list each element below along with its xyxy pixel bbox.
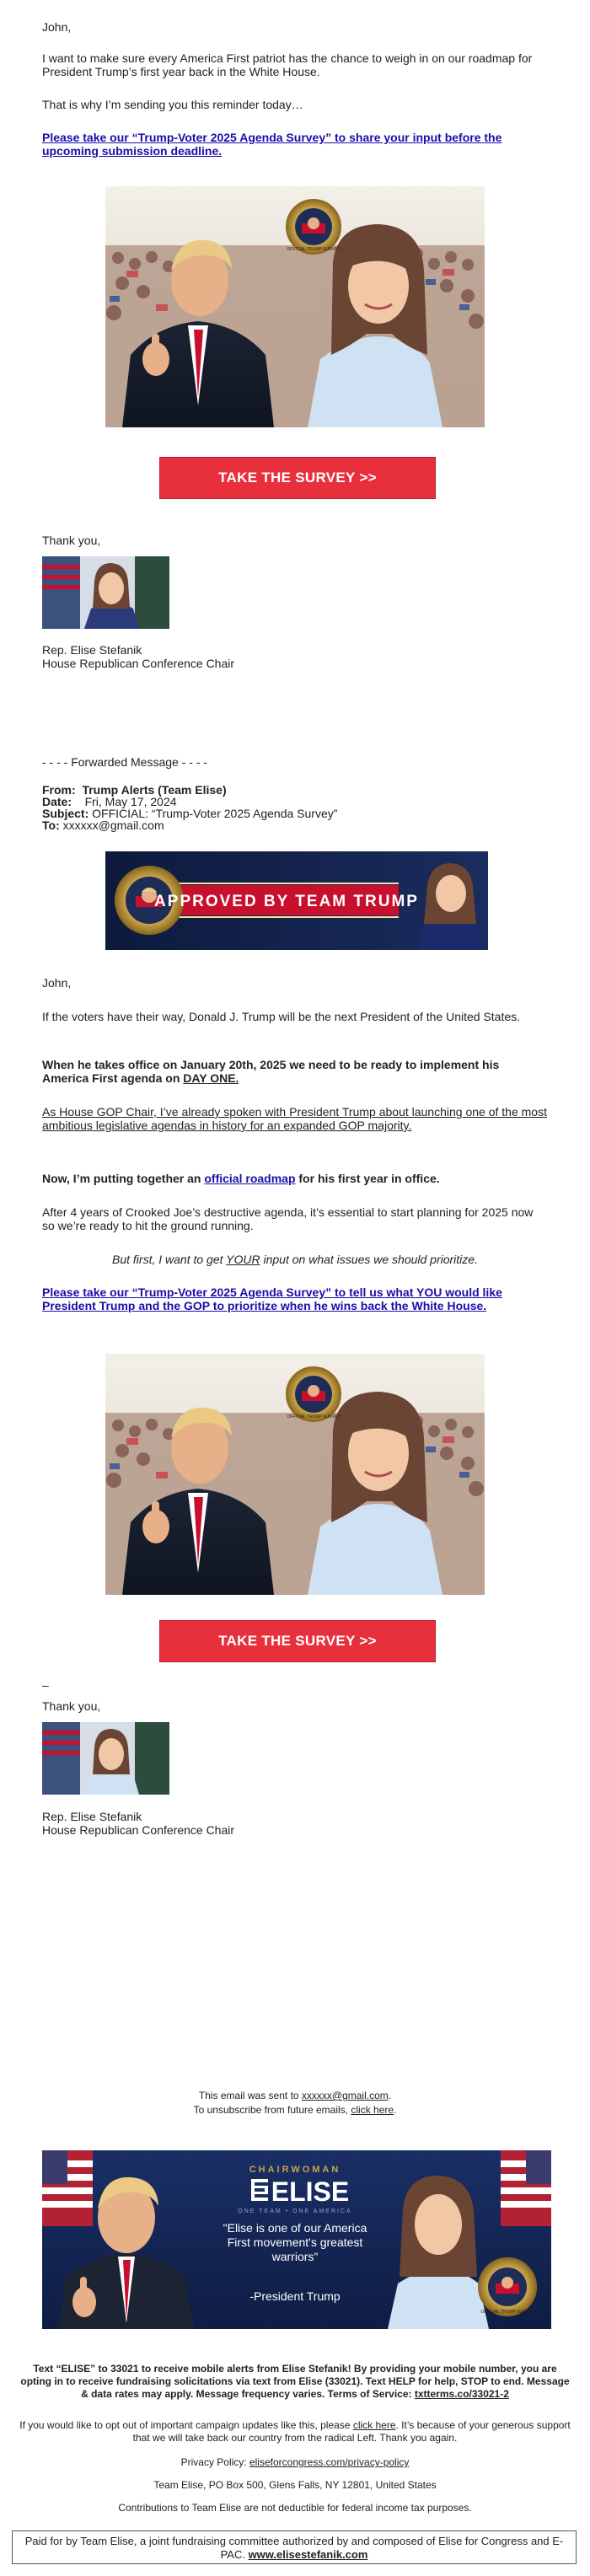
signature-name-bottom: Rep. Elise Stefanik (42, 1810, 142, 1823)
unsubscribe-text: To unsubscribe from future emails, (193, 2104, 351, 2116)
privacy-label: Privacy Policy: (180, 2456, 249, 2468)
forwarded-header: - - - - Forwarded Message - - - - (42, 755, 208, 769)
elise-quote: "Elise is one of our America First movement's greatest warriors" (223, 2221, 367, 2263)
hero-photo-trump-stefanik[interactable] (105, 186, 485, 427)
banner-seal-text: OFFICIAL TRUMP SURVEY (480, 2310, 534, 2315)
sent-to-text: This email was sent to (198, 2090, 302, 2101)
paid-for-link[interactable]: www.elisestefanik.com (248, 2548, 368, 2561)
signoff-thanks-top: Thank you, (42, 534, 101, 547)
optout-text (17, 2419, 573, 2445)
unsubscribe-line (17, 2104, 573, 2117)
survey-link-middle[interactable]: Please take our “Trump-Voter 2025 Agenda Survey” to tell us what YOU would like President Trump and the GOP to prioritize when he wins back the White House. (42, 1285, 502, 1312)
signature-photo-top (42, 556, 169, 629)
intro-paragraph: I want to make sure every America First patriot has the chance to weigh in on our roadmap for President Trump’s first year back in the White House. (42, 51, 533, 78)
paragraph-day-one (42, 1058, 548, 1085)
signature-title-bottom: House Republican Conference Chair (42, 1823, 235, 1837)
to-label: To: (42, 818, 60, 832)
date-value: Fri, May 17, 2024 (84, 795, 177, 808)
signature-name-top: Rep. Elise Stefanik (42, 643, 142, 657)
signoff-thanks-bottom: Thank you, (42, 1699, 101, 1713)
from-row (42, 784, 548, 796)
sent-to-end: . (388, 2090, 392, 2101)
roadmap-text-a: Now, I’m putting together an (42, 1172, 205, 1185)
privacy-policy-line (17, 2456, 573, 2469)
to-row (42, 819, 548, 831)
reminder-paragraph: That is why I’m sending you this reminder today… (42, 98, 303, 111)
paragraph-roadmap (42, 1172, 548, 1185)
paragraph-voters: If the voters have their way, Donald J. Trump will be the next President of the United States. (42, 1010, 521, 1023)
greeting-2: John, (42, 976, 72, 990)
sms-optin-text (17, 2363, 573, 2401)
seal-text-2: OFFICIAL TRUMP SURVEY (287, 1414, 341, 1419)
input-text-a: But first, I want to get (112, 1253, 227, 1266)
roadmap-text-b: for his first year in office. (295, 1172, 440, 1185)
from-value: Trump Alerts (Team Elise) (82, 783, 227, 797)
elise-tagline: ONE TEAM • ONE AMERICA (238, 2208, 352, 2214)
quote-attribution: -President Trump (249, 2289, 341, 2303)
seal-text: OFFICIAL TRUMP SURVEY (287, 247, 341, 252)
paragraph-input (42, 1253, 548, 1266)
subject-row (42, 808, 548, 819)
subject-value: OFFICIAL: “Trump-Voter 2025 Agenda Survey” (92, 807, 338, 820)
take-survey-button-top[interactable]: TAKE THE SURVEY >> (159, 457, 436, 499)
unsubscribe-link[interactable]: click here (351, 2104, 394, 2116)
optout-a: If you would like to opt out of important campaign updates like this, please (19, 2419, 353, 2431)
signature-title-top: House Republican Conference Chair (42, 657, 235, 670)
input-your: YOUR (226, 1253, 260, 1266)
official-roadmap-link[interactable]: official roadmap (204, 1172, 296, 1185)
elise-logo-text: ELISE (271, 2176, 350, 2207)
paid-for-statement: Paid for by Team Elise, a joint fundraising committee authorized by and composed of Elise for Congress and E-PAC. (24, 2535, 564, 2561)
sms-text: Text “ELISE” to 33021 to receive mobile alerts from Elise Stefanik! By providing your mobile number, you are opting in to receive fundraising solicitations via text from Elise (33021). Text HELP for help, STOP to end. Message & data rates may apply. Message frequency varies. Terms of Service: (20, 2363, 570, 2400)
privacy-link[interactable]: eliseforcongress.com/privacy-policy (249, 2456, 410, 2468)
approved-by-team-trump-banner[interactable] (105, 851, 488, 950)
contributions-disclaimer: Contributions to Team Elise are not deductible for federal income tax purposes. (118, 2502, 472, 2514)
take-survey-button-bottom[interactable]: TAKE THE SURVEY >> (159, 1620, 436, 1662)
subject-label: Subject: (42, 807, 89, 820)
optout-b: . It’s because of your generous support that we will take back our country from the radical Left. Thank you again. (132, 2419, 571, 2444)
sms-terms-link[interactable]: txtterms.co/33021-2 (414, 2388, 509, 2400)
greeting: John, (42, 20, 72, 34)
input-text-b: input on what issues we should prioritize. (260, 1253, 478, 1266)
paragraph-gop-chair: As House GOP Chair, I’ve already spoken with President Trump about launching one of the most ambitious legislative agendas in history for an expanded GOP majority. (42, 1105, 547, 1132)
date-row (42, 796, 548, 808)
day-one-text: When he takes office on January 20th, 2025 we need to be ready to implement his America First agenda on (42, 1058, 500, 1085)
dash-separator: – (42, 1678, 49, 1692)
paid-for-text (13, 2531, 576, 2565)
to-value: xxxxxx@gmail.com (62, 818, 164, 832)
from-label: From: (42, 783, 76, 797)
mailing-address: Team Elise, PO Box 500, Glens Falls, NY 12801, United States (153, 2479, 437, 2491)
chairwoman-label: CHAIRWOMAN (249, 2165, 341, 2175)
signature-photo-bottom (42, 1722, 169, 1795)
optout-link[interactable]: click here (352, 2419, 396, 2431)
survey-link-top[interactable]: Please take our “Trump-Voter 2025 Agenda Survey” to share your input before the upcoming submission deadline. (42, 131, 502, 158)
sent-to-email[interactable]: xxxxxx@gmail.com (301, 2090, 389, 2101)
paid-for-box (12, 2530, 577, 2564)
banner-text: APPROVED BY TEAM TRUMP (154, 893, 419, 910)
paragraph-crooked-joe: After 4 years of Crooked Joe’s destructive agenda, it’s essential to start planning for 2025 now so we’re ready to hit the ground running. (42, 1205, 534, 1232)
day-one-emphasis: DAY ONE. (183, 1071, 239, 1085)
unsubscribe-end: . (394, 2104, 397, 2116)
chairwoman-elise-banner[interactable] (42, 2150, 551, 2329)
hero-photo-trump-stefanik-2[interactable] (105, 1354, 485, 1595)
forwarded-meta (42, 784, 548, 831)
date-label: Date: (42, 795, 72, 808)
sent-to-line (17, 2090, 573, 2102)
